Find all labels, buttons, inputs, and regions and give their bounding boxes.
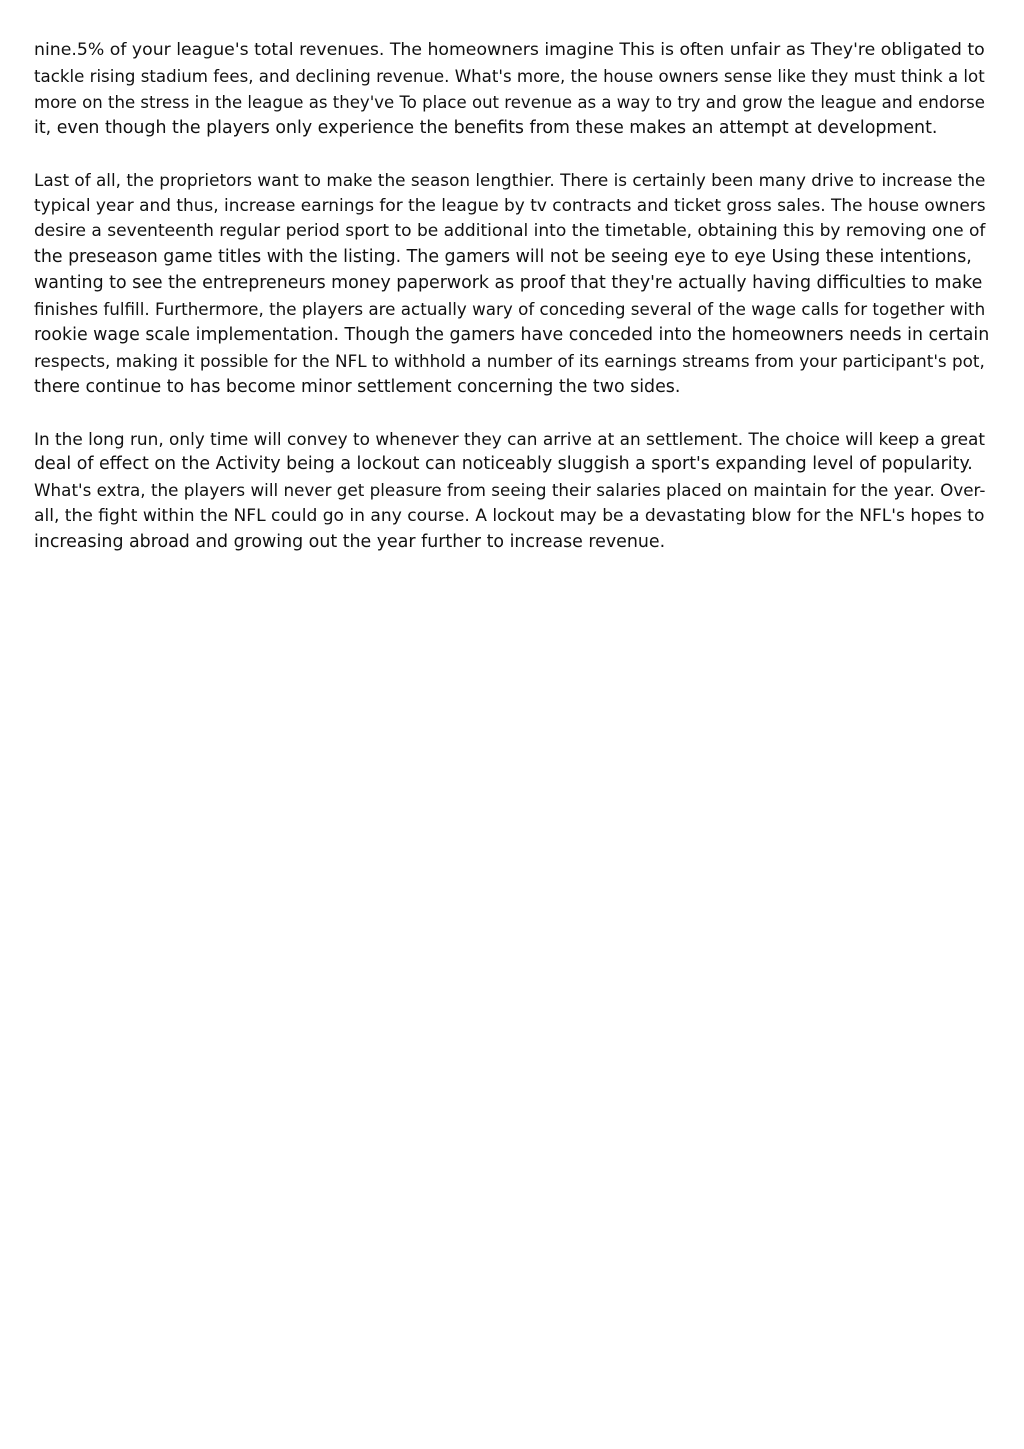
text-line: nine.5% of your league's total revenues. The homeowners imagine This is often unfair as They're obligated to xyxy=(34,40,985,60)
text-line: increasing abroad and growing out the year further to increase revenue. xyxy=(34,532,666,553)
paragraph-2 xyxy=(34,168,990,401)
text-line: it, even though the players only experience the benefits from these makes an attempt at development. xyxy=(34,117,938,138)
paragraph-1 xyxy=(34,38,990,142)
text-line: rookie wage scale implementation. Though the gamers have conceded into the homeowners needs in certain xyxy=(34,324,990,345)
text-line: more on the stress in the league as they've To place out revenue as a way to try and grow the league and endorse xyxy=(34,92,985,112)
text-line: respects, making it possible for the NFL to withhold a number of its earnings streams from your participant's pot, xyxy=(34,350,985,371)
text-line: In the long run, only time will convey to whenever they can arrive at an settlement. The choice will keep a great xyxy=(34,428,985,449)
text-line: What's extra, the players will never get pleasure from seeing their salaries placed on maintain for the year. Over- xyxy=(34,480,986,501)
paragraph-3 xyxy=(34,427,990,557)
document-body xyxy=(34,38,990,582)
text-line: tackle rising stadium fees, and declining revenue. What's more, the house owners sense like they must think a lot xyxy=(34,66,985,86)
text-line: finishes fulfill. Furthermore, the players are actually wary of conceding several of the wage calls for together with xyxy=(34,299,986,320)
text-line: there continue to has become minor settlement concerning the two sides. xyxy=(34,376,681,397)
text-line: wanting to see the entrepreneurs money paperwork as proof that they're actually having difficulties to make xyxy=(34,273,983,294)
text-line: all, the fight within the NFL could go in any course. A lockout may be a devastating blow for the NFL's hopes to xyxy=(34,506,985,527)
text-line: Last of all, the proprietors want to make the season lengthier. There is certainly been many drive to increase the xyxy=(34,169,986,190)
text-line: deal of effect on the Activity being a lockout can noticeably sluggish a sport's expanding level of popularity. xyxy=(34,454,973,475)
text-line: typical year and thus, increase earnings for the league by tv contracts and ticket gross sales. The house owners xyxy=(34,195,986,216)
text-line: desire a seventeenth regular period sport to be additional into the timetable, obtaining this by removing one of xyxy=(34,221,986,242)
text-line: the preseason game titles with the listing. The gamers will not be seeing eye to eye Using these intentions, xyxy=(34,247,972,268)
